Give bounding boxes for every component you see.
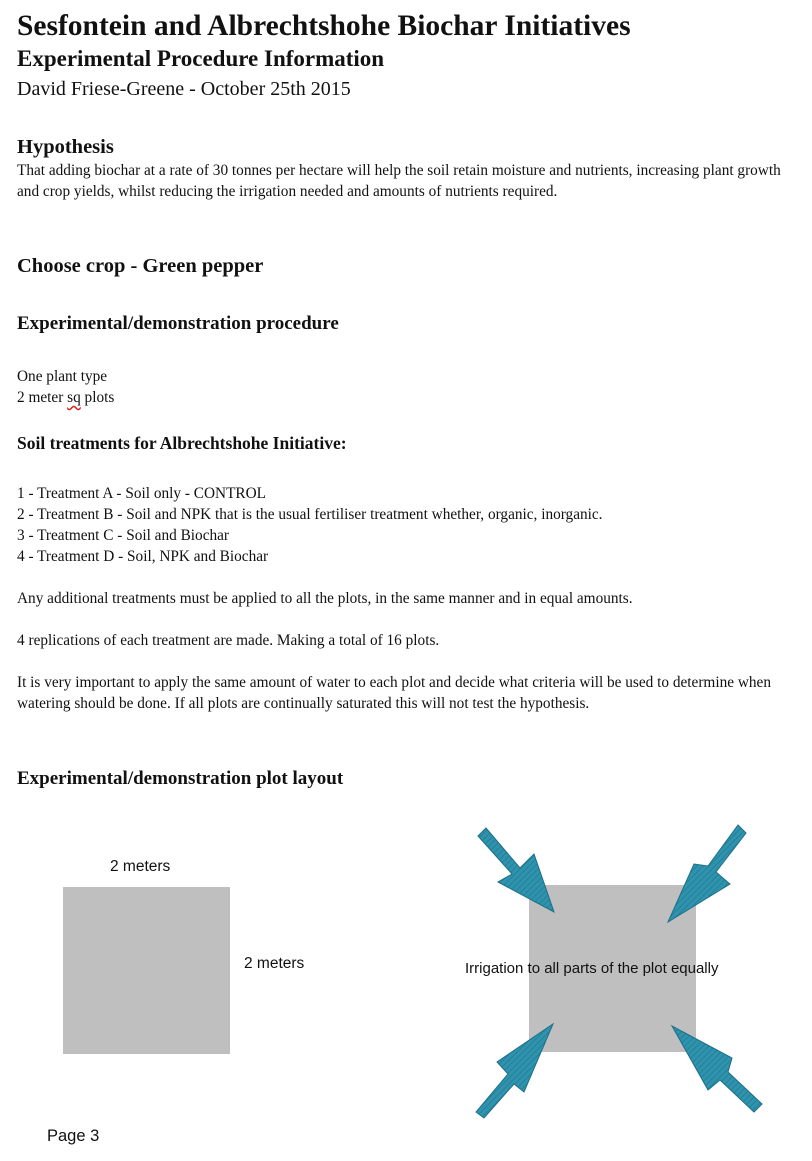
additional-treatments-paragraph: Any additional treatments must be applied to all the plots, in the same manner and in equal amounts.	[17, 590, 633, 607]
misspelled-word[interactable]: sq	[67, 389, 81, 406]
document-subtitle: Experimental Procedure Information	[17, 46, 385, 71]
list-item: 1 - Treatment A - Soil only - CONTROL	[17, 485, 267, 502]
plot-size-prefix: 2 meter	[17, 389, 68, 406]
list-item: 3 - Treatment C - Soil and Biochar	[17, 527, 230, 544]
plot-size-line	[17, 387, 114, 408]
plot-size-suffix: plots	[80, 389, 115, 406]
plot-square-dimensions	[63, 887, 230, 1054]
soil-treatments-heading: Soil treatments for Albrechtshohe Initiative:	[17, 433, 347, 453]
page-number: Page 3	[47, 1127, 100, 1145]
plot-width-label: 2 meters	[110, 858, 171, 875]
crop-heading: Choose crop - Green pepper	[17, 255, 264, 277]
document-title: Sesfontein and Albrechtshohe Biochar Initiatives	[17, 10, 631, 42]
watering-paragraph: It is very important to apply the same amount of water to each plot and decide what criteria will be used to determine when watering should be done. If all plots are continually saturated this will not test the hypothesis.	[17, 674, 771, 712]
irrigation-label: Irrigation to all parts of the plot equally	[465, 960, 719, 977]
plant-type-line: One plant type	[17, 368, 108, 385]
hypothesis-text: That adding biochar at a rate of 30 tonnes per hectare will help the soil retain moisture and nutrients, increasing plant growth and crop yields, whilst reducing the irrigation needed and amounts of nutrients required.	[17, 162, 781, 200]
procedure-heading: Experimental/demonstration procedure	[17, 313, 339, 334]
procedure-lines	[17, 366, 114, 408]
list-item: 4 - Treatment D - Soil, NPK and Biochar	[17, 548, 269, 565]
treatment-list	[17, 483, 603, 567]
plot-height-label: 2 meters	[244, 955, 305, 972]
author-date-line: David Friese-Greene - October 25th 2015	[17, 78, 351, 100]
list-item: 2 - Treatment B - Soil and NPK that is the usual fertiliser treatment whether, organic, inorganic.	[17, 506, 603, 523]
replications-paragraph: 4 replications of each treatment are made. Making a total of 16 plots.	[17, 632, 440, 649]
hypothesis-heading: Hypothesis	[17, 136, 114, 158]
plot-layout-heading: Experimental/demonstration plot layout	[17, 768, 344, 789]
